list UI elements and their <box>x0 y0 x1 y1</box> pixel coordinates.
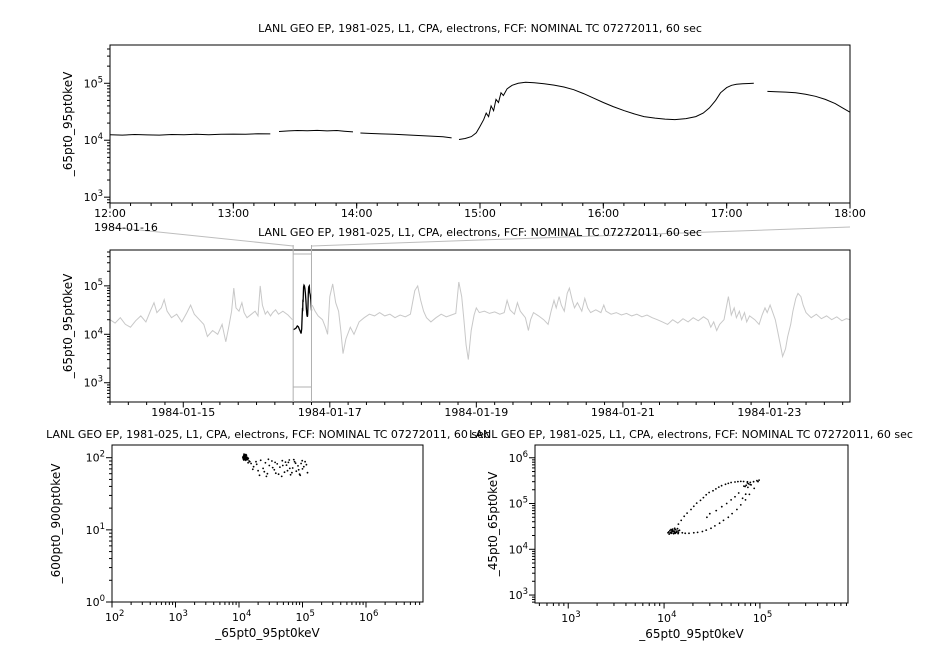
context-timeseries-panel[interactable] <box>61 245 850 419</box>
scatter-point <box>272 467 274 469</box>
y-tick-label: $10^1$ <box>85 521 105 537</box>
scatter-point <box>714 525 716 527</box>
scatter-point <box>281 460 283 462</box>
plot-title-top: LANL GEO EP, 1981-025, L1, CPA, electrons, FCF: NOMINAL TC 07272011, 60 sec <box>258 22 702 35</box>
top-timeseries-panel[interactable] <box>61 45 866 234</box>
x-tick-label: 15:00 <box>464 207 496 220</box>
y-tick-label: $10^4$ <box>83 326 103 342</box>
x-tick-label: 17:00 <box>710 207 743 220</box>
scatter-point <box>679 529 681 531</box>
scatter-point <box>740 504 742 506</box>
x-tick-label: 16:00 <box>587 207 620 220</box>
scatter-point <box>252 468 254 470</box>
scatter-point <box>721 485 723 487</box>
scatter-point <box>303 466 305 468</box>
scatter-point <box>719 522 721 524</box>
scatter-point <box>742 497 744 499</box>
scatter-point <box>678 523 680 525</box>
x-tick-label: $10^3$ <box>168 609 188 624</box>
scatter-point <box>743 481 745 483</box>
scatter-point <box>289 468 291 470</box>
scatter-point <box>731 513 733 515</box>
scatter-point <box>697 532 699 534</box>
scatter-point <box>737 481 739 483</box>
scatter-point <box>288 462 290 464</box>
scatter-point <box>249 461 251 463</box>
scatter-point <box>245 458 247 460</box>
scatter-point <box>745 493 747 495</box>
scatter-point <box>749 482 751 484</box>
scatter-point <box>730 499 732 501</box>
y-axis-label: _65pt0_95pt0keV <box>61 273 75 379</box>
scatter-point <box>285 461 287 463</box>
scatter-point <box>676 530 678 532</box>
scatter-point <box>736 509 738 511</box>
y-axis-label: _65pt0_95pt0keV <box>61 71 75 177</box>
axis-ticks <box>106 458 420 608</box>
scatter-point <box>693 532 695 534</box>
scatter-point <box>706 516 708 518</box>
scatter-point <box>681 532 683 534</box>
scatter-point <box>734 481 736 483</box>
scatter-point <box>726 503 728 505</box>
scatter-point <box>688 532 690 534</box>
scatter-point <box>753 481 755 483</box>
scatter-point <box>268 465 270 467</box>
scatter-point <box>300 463 302 465</box>
scatter-point <box>268 458 270 460</box>
plot-title-scatter-right: LANL GEO EP, 1981-025, L1, CPA, electrons, FCF: NOMINAL TC 07272011, 60 sec <box>469 428 913 441</box>
x-tick-label: 14:00 <box>340 207 373 220</box>
y-tick-label: $10^6$ <box>508 449 528 465</box>
scatter-point <box>304 461 306 463</box>
scatter-point <box>257 470 259 472</box>
scatter-point <box>273 469 275 471</box>
x-tick-label: $10^6$ <box>359 609 379 624</box>
x-tick-label: $10^5$ <box>295 609 315 624</box>
scatter-point <box>287 470 289 472</box>
scatter-point <box>299 474 301 476</box>
scatter-point <box>753 488 755 490</box>
scatter-point <box>298 469 300 471</box>
y-tick-label: $10^3$ <box>83 374 103 390</box>
x-axis-label: _65pt0_95pt0keV <box>215 626 320 640</box>
scatter-point <box>743 485 745 487</box>
x-tick-label: 1984-01-21 <box>590 406 655 419</box>
y-tick-label: $10^5$ <box>83 75 103 91</box>
x-tick-label: 18:00 <box>834 207 866 220</box>
scatter-point <box>262 468 264 470</box>
scatter-point <box>281 476 283 478</box>
scatter-point <box>723 520 725 522</box>
scatter-point <box>247 459 249 461</box>
x-axis-label: _65pt0_95pt0keV <box>639 627 744 641</box>
scatter-point <box>284 471 286 473</box>
scatter-point <box>686 512 688 514</box>
axis-tick-labels <box>86 450 379 624</box>
scatter-point <box>718 486 720 488</box>
scatter-point <box>279 466 281 468</box>
x-axis-date-label: 1984-01-16 <box>94 221 158 234</box>
plot-frame <box>112 445 423 602</box>
scatter-point <box>301 460 303 462</box>
scatter-point <box>669 532 671 534</box>
scatter-point <box>727 516 729 518</box>
scatter-point <box>672 530 674 532</box>
scatter-point <box>274 462 276 464</box>
x-tick-label: 13:00 <box>217 207 250 220</box>
scatter-point <box>302 468 304 470</box>
scatter-point <box>749 494 751 496</box>
x-tick-label: $10^2$ <box>105 609 125 624</box>
scatter-point <box>243 456 245 458</box>
axis-tick-labels <box>84 278 802 419</box>
scatter-point <box>712 490 714 492</box>
scatter-point <box>275 472 277 474</box>
x-tick-label: 1984-01-23 <box>737 406 802 419</box>
y-tick-label: $10^4$ <box>508 541 528 557</box>
scatter-point <box>259 474 261 476</box>
y-tick-label: $10^5$ <box>83 277 103 293</box>
scatter-point <box>292 467 294 469</box>
scatter-group <box>242 453 308 477</box>
axis-ticks <box>529 458 846 609</box>
scatter-point <box>703 497 705 499</box>
plot-frame <box>535 445 848 603</box>
scatter-point <box>253 466 255 468</box>
scatter-point <box>710 527 712 529</box>
y-tick-label: $10^3$ <box>83 189 103 205</box>
y-tick-label: $10^4$ <box>83 132 103 148</box>
x-tick-label: 1984-01-15 <box>151 406 216 419</box>
scatter-point <box>727 483 729 485</box>
scatter-point <box>747 482 749 484</box>
scatter-point <box>730 482 732 484</box>
scatter-point <box>288 459 290 461</box>
scatter-point <box>674 529 676 531</box>
scatter-group <box>667 479 760 535</box>
scatter-point <box>690 509 692 511</box>
x-tick-label: 12:00 <box>94 207 126 220</box>
scatter-point <box>725 483 727 485</box>
scatter-point <box>680 520 682 522</box>
y-axis-label: _600pt0_900pt0keV <box>49 463 63 584</box>
scatter-point <box>293 459 295 461</box>
scatter-point <box>286 464 288 466</box>
scatter-point <box>677 533 679 535</box>
scatter-point <box>266 476 268 478</box>
scatter-point <box>740 481 742 483</box>
axis-tick-labels <box>509 450 773 625</box>
y-tick-label: $10^0$ <box>85 594 105 609</box>
scatter-point <box>757 481 759 483</box>
scatter-point <box>260 459 262 461</box>
scatter-point <box>670 529 672 531</box>
scatter-point <box>677 528 679 530</box>
x-tick-label: 1984-01-17 <box>297 406 362 419</box>
scatter-point <box>715 510 717 512</box>
axis-ticks <box>104 252 843 407</box>
scatter-point <box>696 502 698 504</box>
scatter-point <box>683 515 685 517</box>
scatter-point <box>745 499 747 501</box>
scatter-point <box>267 473 269 475</box>
scatter-point <box>715 488 717 490</box>
scatter-point <box>255 461 257 463</box>
scatter-point <box>709 513 711 515</box>
scatter-point <box>734 496 736 498</box>
axis-ticks <box>104 49 850 209</box>
scatter-point <box>705 529 707 531</box>
scatter-point <box>295 462 297 464</box>
scatter-point <box>263 471 265 473</box>
plot-title-context: LANL GEO EP, 1981-025, L1, CPA, electrons, FCF: NOMINAL TC 07272011, 60 sec <box>258 226 702 239</box>
scatter-point <box>693 505 695 507</box>
scatter-point <box>674 532 676 534</box>
scatter-point <box>250 463 252 465</box>
scatter-point <box>750 484 752 486</box>
plot-frame <box>110 45 850 203</box>
scatter-point <box>271 460 273 462</box>
y-axis-label: _45pt0_65pt0keV <box>486 471 500 577</box>
scatter-point <box>256 463 258 465</box>
scatter-600-900-panel[interactable] <box>49 445 423 640</box>
scatter-point <box>708 492 710 494</box>
scatter-point <box>758 479 760 481</box>
scatter-point <box>702 531 704 533</box>
y-tick-label: $10^2$ <box>85 449 105 465</box>
x-tick-label: $10^5$ <box>752 610 773 625</box>
scatter-point <box>306 464 308 466</box>
scatter-point <box>245 454 247 456</box>
series-line <box>110 82 850 139</box>
x-tick-label: 1984-01-19 <box>444 406 509 419</box>
scatter-point <box>700 500 702 502</box>
plot-title-scatter-left: LANL GEO EP, 1981-025, L1, CPA, electrons, FCF: NOMINAL TC 07272011, 60 sec <box>46 428 490 441</box>
scatter-point <box>290 474 292 476</box>
scatter-point <box>276 463 278 465</box>
axis-tick-labels <box>84 75 866 234</box>
scatter-point <box>738 492 740 494</box>
series-group <box>110 82 850 139</box>
series-group <box>110 282 850 360</box>
scatter-point <box>282 465 284 467</box>
scatter-point <box>684 532 686 534</box>
scatter-point <box>721 506 723 508</box>
x-tick-label: $10^3$ <box>561 610 581 625</box>
scatter-point <box>278 473 280 475</box>
scatter-point <box>307 472 309 474</box>
scatter-point <box>294 461 296 463</box>
scatter-point <box>747 487 749 489</box>
y-tick-label: $10^5$ <box>508 495 528 511</box>
scatter-point <box>297 465 299 467</box>
scatter-point <box>295 470 297 472</box>
scatter-point <box>705 494 707 496</box>
scatter-point <box>246 456 248 458</box>
x-tick-label: $10^4$ <box>232 609 252 624</box>
series-line <box>110 282 850 360</box>
x-tick-label: $10^4$ <box>657 610 677 625</box>
scatter-point <box>265 462 267 464</box>
scatter-45-65-panel[interactable] <box>486 445 848 641</box>
highlighted-series-line <box>293 285 311 333</box>
scatter-point <box>247 462 249 464</box>
scatter-point <box>291 472 293 474</box>
y-tick-label: $10^3$ <box>508 587 528 603</box>
